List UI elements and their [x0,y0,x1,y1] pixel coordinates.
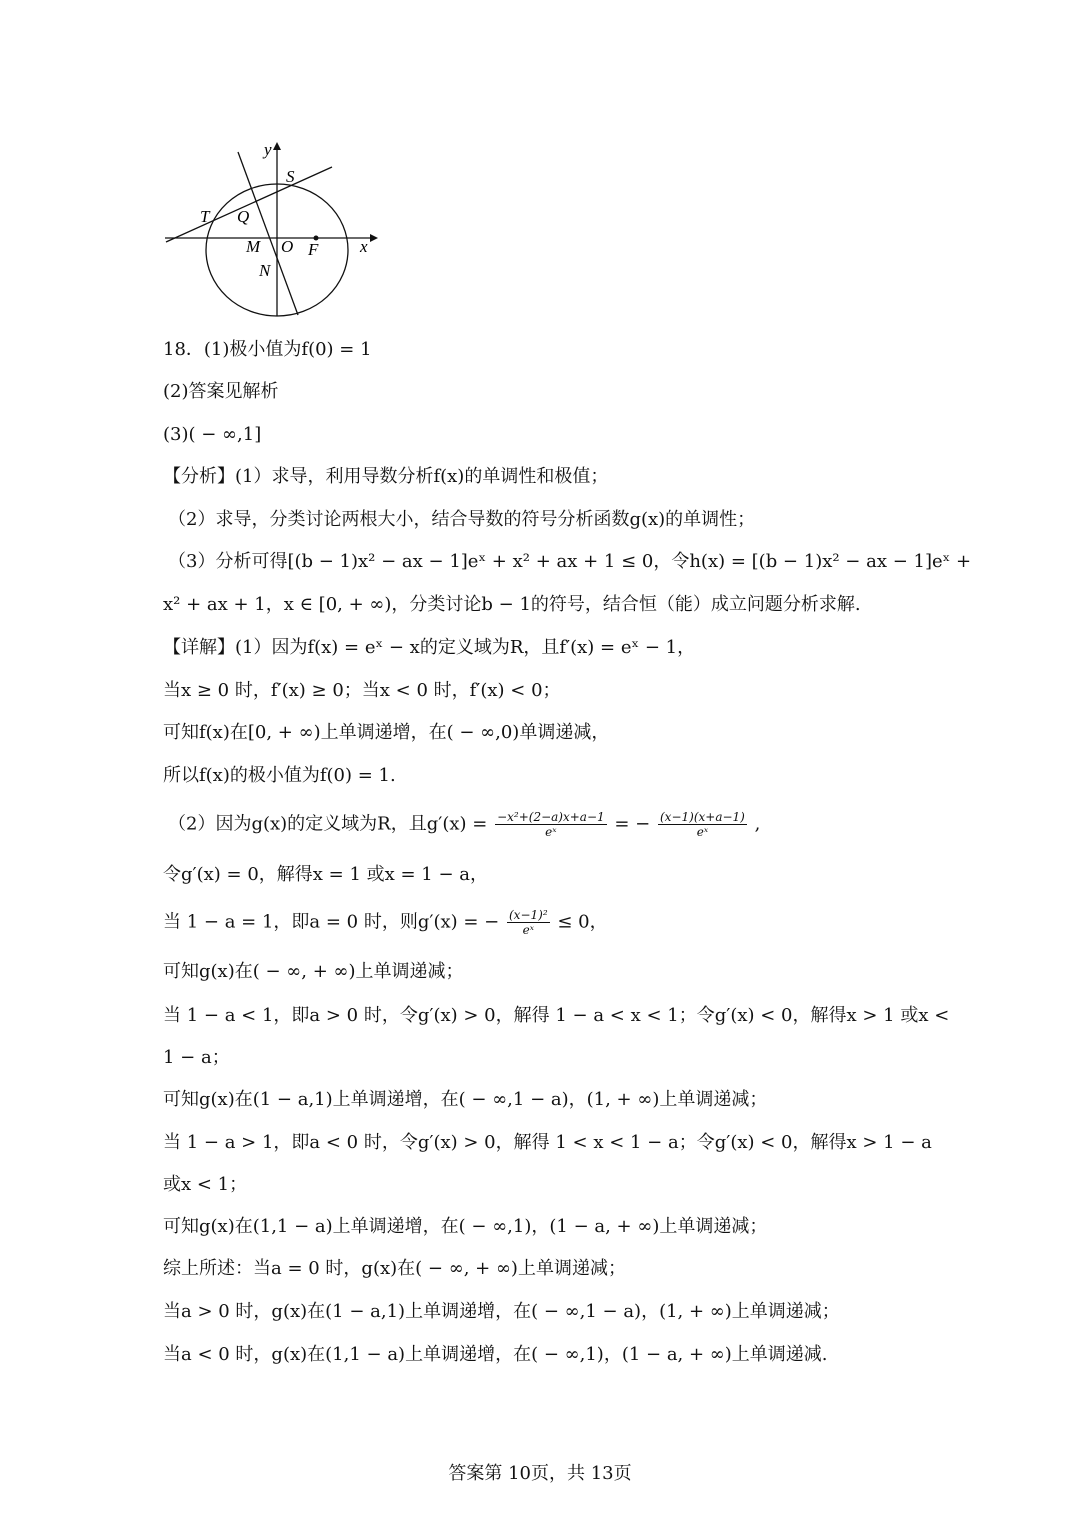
fraction-2 [658,810,747,839]
detail-line-2: 当x ≥ 0 时，f′(x) ≥ 0；当x < 0 时，f′(x) < 0； [163,680,561,701]
label-O: O [281,237,294,256]
fraction-3-numerator: (x−1)² [509,908,548,922]
detail-line-5-prefix: （2）因为g(x)的定义域为R，且g′(x) = [168,813,488,835]
fraction-2-denominator: eˣ [696,825,709,839]
answer-18-part3: (3)( − ∞,1] [163,424,262,445]
detail-line-15: 综上所述：当a = 0 时，g(x)在( − ∞, + ∞)上单调递减； [163,1258,626,1279]
detail-line-10: 1 − a； [163,1047,230,1068]
detail-line-6: 令g′(x) = 0，解得x = 1 或x = 1 − a， [163,864,489,885]
fraction-3 [507,908,550,937]
detail-line-12: 当 1 − a > 1，即a < 0 时，令g′(x) > 0，解得 1 < x < 1 − a；令g′(x) < 0，解得x > 1 − a [163,1132,932,1153]
label-N: N [259,261,271,280]
analysis-line-3: （3）分析可得[(b − 1)x² − ax − 1]eˣ + x² + ax + 1 ≤ 0，令h(x) = [(b − 1)x² − ax − 1]eˣ + [168,551,972,572]
detail-line-13: 或x < 1； [163,1174,248,1195]
label-F: F [308,240,319,259]
detail-line-3: 可知f(x)在[0, + ∞)上单调递增，在( − ∞,0)单调递减， [163,722,610,743]
detail-line-17: 当a < 0 时，g(x)在(1,1 − a)上单调递增，在( − ∞,1)，(1 − a, + ∞)上单调递减. [163,1344,828,1365]
analysis-line-2: （2）求导，分类讨论两根大小，结合导数的符号分析函数g(x)的单调性； [168,509,756,530]
detail-line-8: 可知g(x)在( − ∞, + ∞)上单调递减； [163,961,464,982]
detail-line-14: 可知g(x)在(1,1 − a)上单调递增，在( − ∞,1)，(1 − a, + ∞)上单调递减； [163,1216,768,1237]
fraction-2-numerator: (x−1)(x+a−1) [660,810,745,824]
detail-line-7-prefix: 当 1 − a = 1，即a = 0 时，则g′(x) = − [163,911,500,933]
answer-18-part1: 18．(1)极小值为f(0) = 1 [163,339,372,360]
line-TS [166,167,332,242]
fraction-1-denominator: eˣ [545,825,557,839]
fraction-1-numerator: −x²+(2−a)x+a−1 [497,810,605,824]
label-S: S [286,167,295,186]
detail-line-5-middle: = − [614,813,651,835]
label-y: y [264,140,272,159]
detail-line-4: 所以f(x)的极小值为f(0) = 1. [163,765,396,786]
fraction-3-denominator: eˣ [522,923,534,937]
label-x: x [360,237,368,256]
label-T: T [200,207,210,226]
detail-line-16: 当a > 0 时，g(x)在(1 − a,1)上单调递增，在( − ∞,1 − a)，(1, + ∞)上单调递减； [163,1301,840,1322]
label-M: M [246,237,261,256]
ellipse-figure [160,136,380,321]
detail-line-1: 【详解】(1）因为f(x) = eˣ − x的定义域为R，且f′(x) = eˣ − 1， [163,637,696,658]
label-Q: Q [237,207,250,226]
detail-line-7 [163,908,608,937]
detail-line-7-suffix: ≤ 0， [557,911,608,933]
page-footer: 答案第 10页，共 13页 [448,1463,632,1484]
x-axis-arrow [370,234,378,242]
fraction-1 [495,810,607,839]
analysis-line-1: 【分析】(1）求导，利用导数分析f(x)的单调性和极值； [163,466,609,487]
analysis-line-4: x² + ax + 1，x ∈ [0, + ∞)，分类讨论b − 1的符号，结合恒（能）成立问题分析求解. [163,594,861,615]
detail-line-5 [168,810,760,839]
detail-line-11: 可知g(x)在(1 − a,1)上单调递增，在( − ∞,1 − a)，(1, + ∞)上单调递减； [163,1089,768,1110]
detail-line-9: 当 1 − a < 1，即a > 0 时，令g′(x) > 0，解得 1 − a < x < 1；令g′(x) < 0，解得x > 1 或x < [163,1005,950,1026]
answer-18-part2: (2)答案见解析 [163,381,279,402]
detail-line-5-suffix: , [754,813,761,835]
y-axis-arrow [273,142,281,150]
